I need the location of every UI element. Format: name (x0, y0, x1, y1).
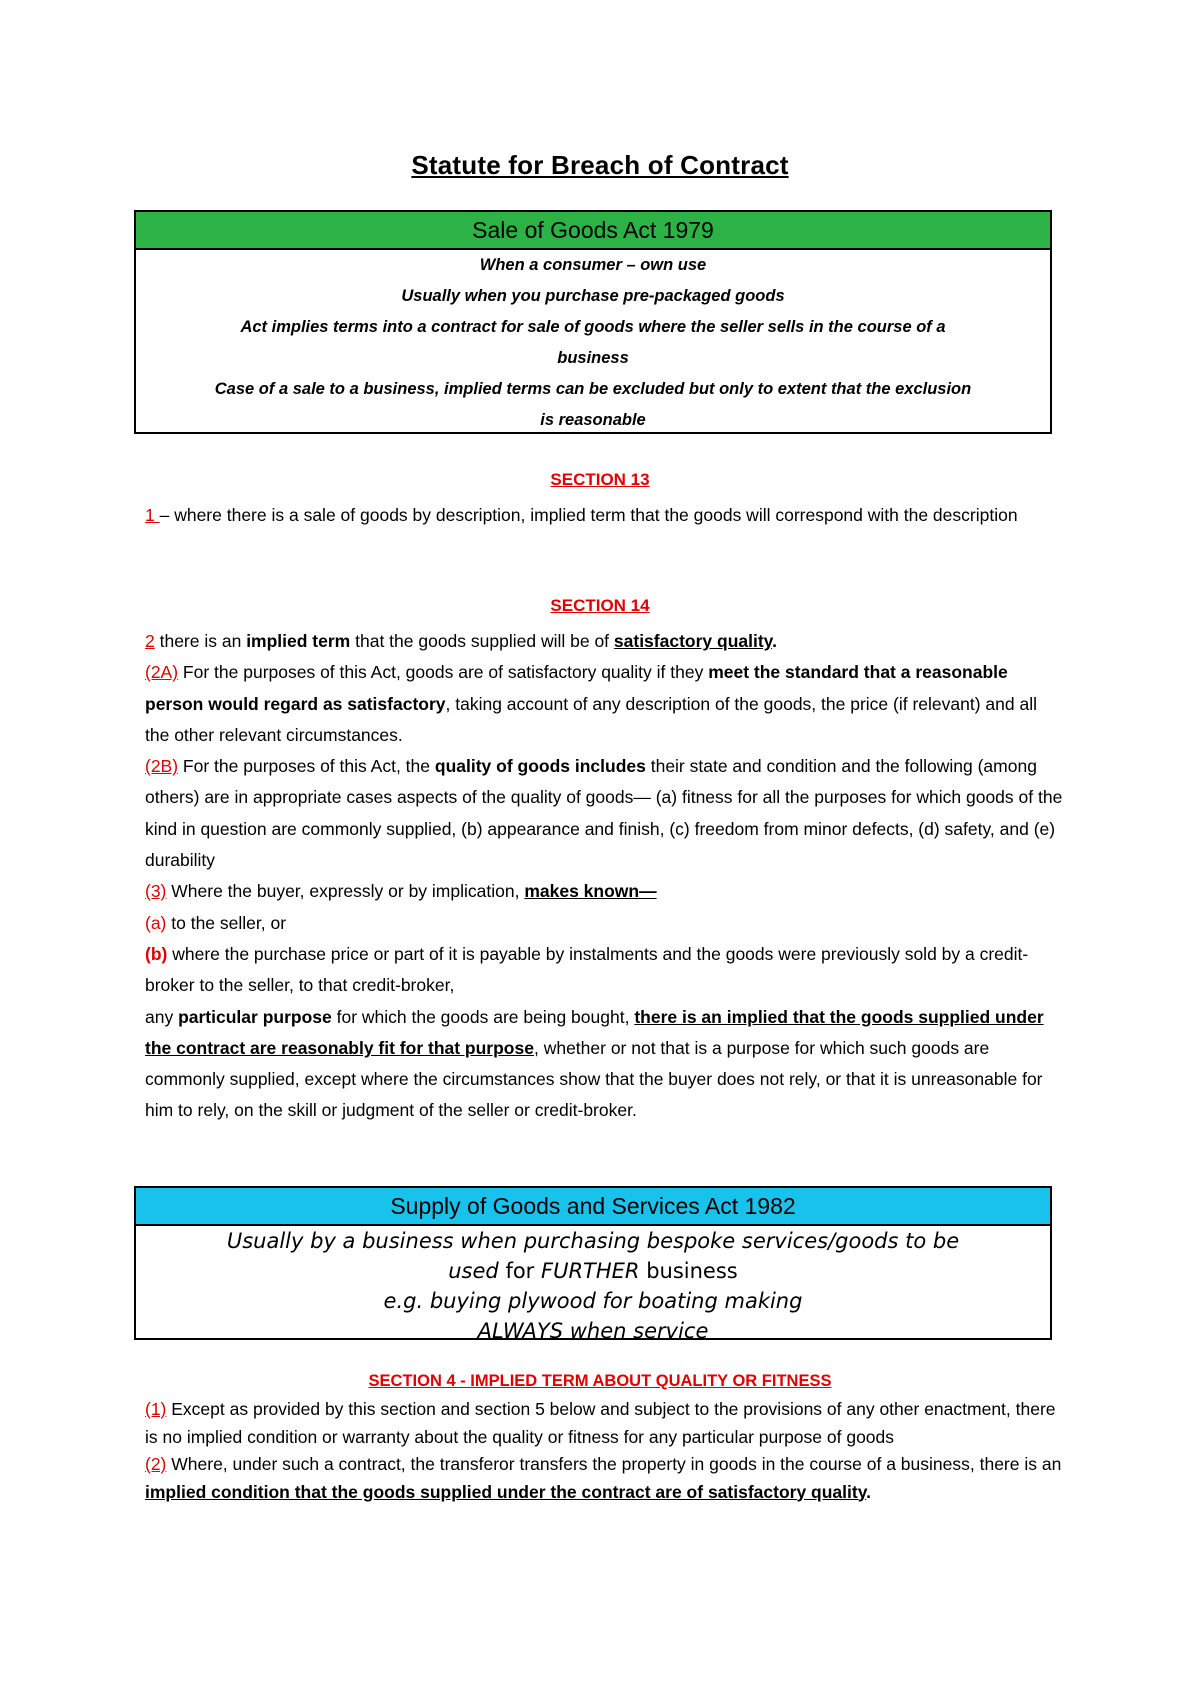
clause-text: For the purposes of this Act, goods are of satisfactory quality if they (178, 662, 709, 683)
note-line: ALWAYS when service (477, 1319, 709, 1343)
note-line: Case of a sale to a business, implied terms can be excluded but only to extent that the exclusion (214, 380, 972, 398)
section-13-heading: SECTION 13 (550, 470, 650, 489)
clause-number: (2B) (145, 756, 179, 777)
note-line: Usually when you purchase pre-packaged goods (401, 287, 785, 305)
emphasis: makes known— (524, 881, 657, 902)
clause-number: (b) (145, 943, 168, 964)
clause-text: to the seller, or (166, 912, 287, 933)
note-text: FURTHER (541, 1259, 640, 1283)
clause-number: (a) (145, 912, 167, 933)
note-text: for (505, 1259, 541, 1283)
clause-2 (145, 626, 1065, 657)
emphasis: implied term (246, 631, 351, 651)
clause-text: . (772, 631, 777, 651)
note-line: is reasonable (540, 411, 646, 429)
emphasis: there is an implied that the goods supplied under the contract are reasonably fit for that purpose (145, 1006, 1044, 1058)
clause-text: Where, under such a contract, the transferor transfers the property in goods in the course of a business, there is an (166, 1454, 1062, 1474)
sale-of-goods-act-heading: Sale of Goods Act 1979 (136, 212, 1050, 250)
clause-number: (1) (145, 1399, 167, 1419)
sale-of-goods-act-box (134, 210, 1052, 434)
clause-2b (145, 751, 1065, 876)
note-line: e.g. buying plywood for boating making (383, 1289, 803, 1313)
clause-text: where the purchase price or part of it is payable by instalments and the goods were previously sold by a credit-broker to the seller, to that credit-broker, (145, 943, 1029, 996)
clause-number: (2) (145, 1454, 167, 1474)
clause-text: – where there is a sale of goods by description, implied term that the goods will correspond with the description (159, 505, 1018, 525)
note-text: used (448, 1259, 506, 1283)
clause-text: For the purposes of this Act, the (178, 756, 435, 777)
note-line (136, 1256, 1050, 1286)
emphasis: satisfactory quality (613, 631, 773, 651)
clause-text: . (866, 1481, 872, 1502)
clause-text: their state and condition and the following (among others) are in appropriate cases aspects of the quality of goods— (a) fitness for all the purposes for which goods of the kind in question are commonly supplied, (b) appearance and finish, (c) freedom from minor defects, (d) safety, and (e) durability (145, 756, 1063, 871)
note-line: When a consumer – own use (479, 256, 707, 274)
note-line: Usually by a business when purchasing bespoke services/goods to be (226, 1229, 960, 1253)
clause-b (145, 939, 1065, 1002)
section-13-text (145, 500, 1065, 531)
clause-any (145, 1002, 1065, 1127)
section-14-heading: SECTION 14 (550, 596, 650, 615)
emphasis: meet the standard that a reasonable person would regard as satisfactory (145, 662, 1008, 714)
clause-text: there is an (154, 631, 247, 651)
supply-of-goods-act-heading: Supply of Goods and Services Act 1982 (136, 1188, 1050, 1226)
clause-2a (145, 657, 1065, 751)
clause-1 (145, 1396, 1065, 1451)
clause-2 (145, 1451, 1065, 1506)
section-14-text (145, 626, 1065, 1127)
clause-number: (2A) (145, 662, 179, 683)
note-line: Act implies terms into a contract for sale of goods where the seller sells in the course of a (240, 318, 946, 336)
clause-number: 1 (145, 505, 160, 525)
note-text: business (639, 1259, 738, 1283)
clause-text: that the goods supplied will be of (350, 631, 614, 651)
section-4-text (145, 1396, 1065, 1506)
page-title: Statute for Breach of Contract (411, 150, 789, 180)
clause-text: for which the goods are being bought, (331, 1006, 635, 1027)
clause-a (145, 908, 1065, 939)
clause-text: any (145, 1006, 179, 1027)
emphasis: quality of goods includes (434, 756, 646, 777)
clause-text: Where the buyer, expressly or by implication, (166, 881, 525, 902)
emphasis: particular purpose (178, 1006, 332, 1027)
clause-number: 2 (145, 631, 155, 651)
supply-of-goods-act-notes (136, 1226, 1050, 1346)
clause-number: (3) (145, 881, 167, 902)
section-4-heading: SECTION 4 - IMPLIED TERM ABOUT QUALITY OR FITNESS (368, 1372, 832, 1390)
clause-text: , taking account of any description of the goods, the price (if relevant) and all the other relevant circumstances. (145, 693, 1037, 745)
clause-text: Except as provided by this section and section 5 below and subject to the provisions of any other enactment, there is no implied condition or warranty about the quality or fitness for any particular purpose of goods (145, 1399, 1056, 1447)
supply-of-goods-act-box (134, 1186, 1052, 1343)
clause-3 (145, 876, 1065, 907)
clause-text: , whether or not that is a purpose for which such goods are commonly supplied, except where the circumstances show that the buyer does not rely, or that it is unreasonable for him to rely, on the skill or judgment of the seller or credit-broker. (145, 1037, 1043, 1121)
sale-of-goods-act-notes (136, 250, 1050, 436)
emphasis: implied condition that the goods supplied under the contract are of satisfactory quality (145, 1481, 867, 1502)
note-line: business (557, 349, 629, 367)
